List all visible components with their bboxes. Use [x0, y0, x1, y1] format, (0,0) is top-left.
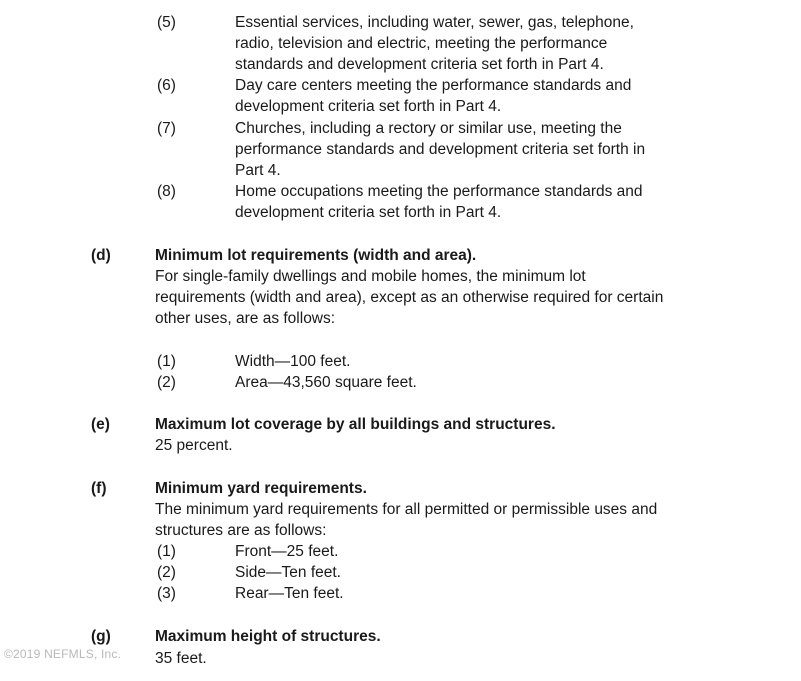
- list-item-text: Side—Ten feet.: [235, 564, 341, 581]
- copyright-watermark: ©2019 NEFMLS, Inc.: [4, 647, 122, 661]
- section-body: For single-family dwellings and mobile homes, the minimum lot: [155, 268, 586, 285]
- section-body: structures are as follows:: [155, 522, 327, 539]
- list-item-number: (1): [157, 353, 176, 370]
- list-item-text: Rear—Ten feet.: [235, 585, 344, 602]
- section-body: 25 percent.: [155, 437, 233, 454]
- section-heading: Minimum yard requirements.: [155, 480, 367, 497]
- section-heading: Minimum lot requirements (width and area).: [155, 247, 477, 264]
- list-item-number: (3): [157, 585, 176, 602]
- list-item-text: performance standards and development criteria set forth in: [235, 141, 646, 158]
- section-letter: (e): [91, 416, 110, 433]
- list-item-text: Area—43,560 square feet.: [235, 374, 417, 391]
- list-item-text: radio, television and electric, meeting the performance: [235, 35, 608, 52]
- list-item-text: development criteria set forth in Part 4.: [235, 98, 502, 115]
- list-item-text: Part 4.: [235, 162, 281, 179]
- list-item-text: Front—25 feet.: [235, 543, 339, 560]
- section-body: The minimum yard requirements for all permitted or permissible uses and: [155, 501, 658, 518]
- list-item-number: (2): [157, 564, 176, 581]
- section-letter: (g): [91, 628, 111, 645]
- section-heading: Maximum lot coverage by all buildings and structures.: [155, 416, 556, 433]
- list-item-text: Essential services, including water, sewer, gas, telephone,: [235, 14, 634, 31]
- section-body: 35 feet.: [155, 650, 207, 667]
- section-heading: Maximum height of structures.: [155, 628, 381, 645]
- section-body: other uses, are as follows:: [155, 310, 336, 327]
- section-body: requirements (width and area), except as an otherwise required for certain: [155, 289, 664, 306]
- section-letter: (d): [91, 247, 111, 264]
- list-item-number: (7): [157, 120, 176, 137]
- list-item-text: standards and development criteria set forth in Part 4.: [235, 56, 604, 73]
- list-item-text: development criteria set forth in Part 4.: [235, 204, 502, 221]
- list-item-number: (6): [157, 77, 176, 94]
- list-item-number: (8): [157, 183, 176, 200]
- list-item-number: (1): [157, 543, 176, 560]
- list-item-text: Width—100 feet.: [235, 353, 351, 370]
- list-item-number: (5): [157, 14, 176, 31]
- list-item-text: Day care centers meeting the performance standards and: [235, 77, 632, 94]
- section-letter: (f): [91, 480, 107, 497]
- list-item-text: Churches, including a rectory or similar use, meeting the: [235, 120, 622, 137]
- list-item-number: (2): [157, 374, 176, 391]
- list-item-text: Home occupations meeting the performance standards and: [235, 183, 643, 200]
